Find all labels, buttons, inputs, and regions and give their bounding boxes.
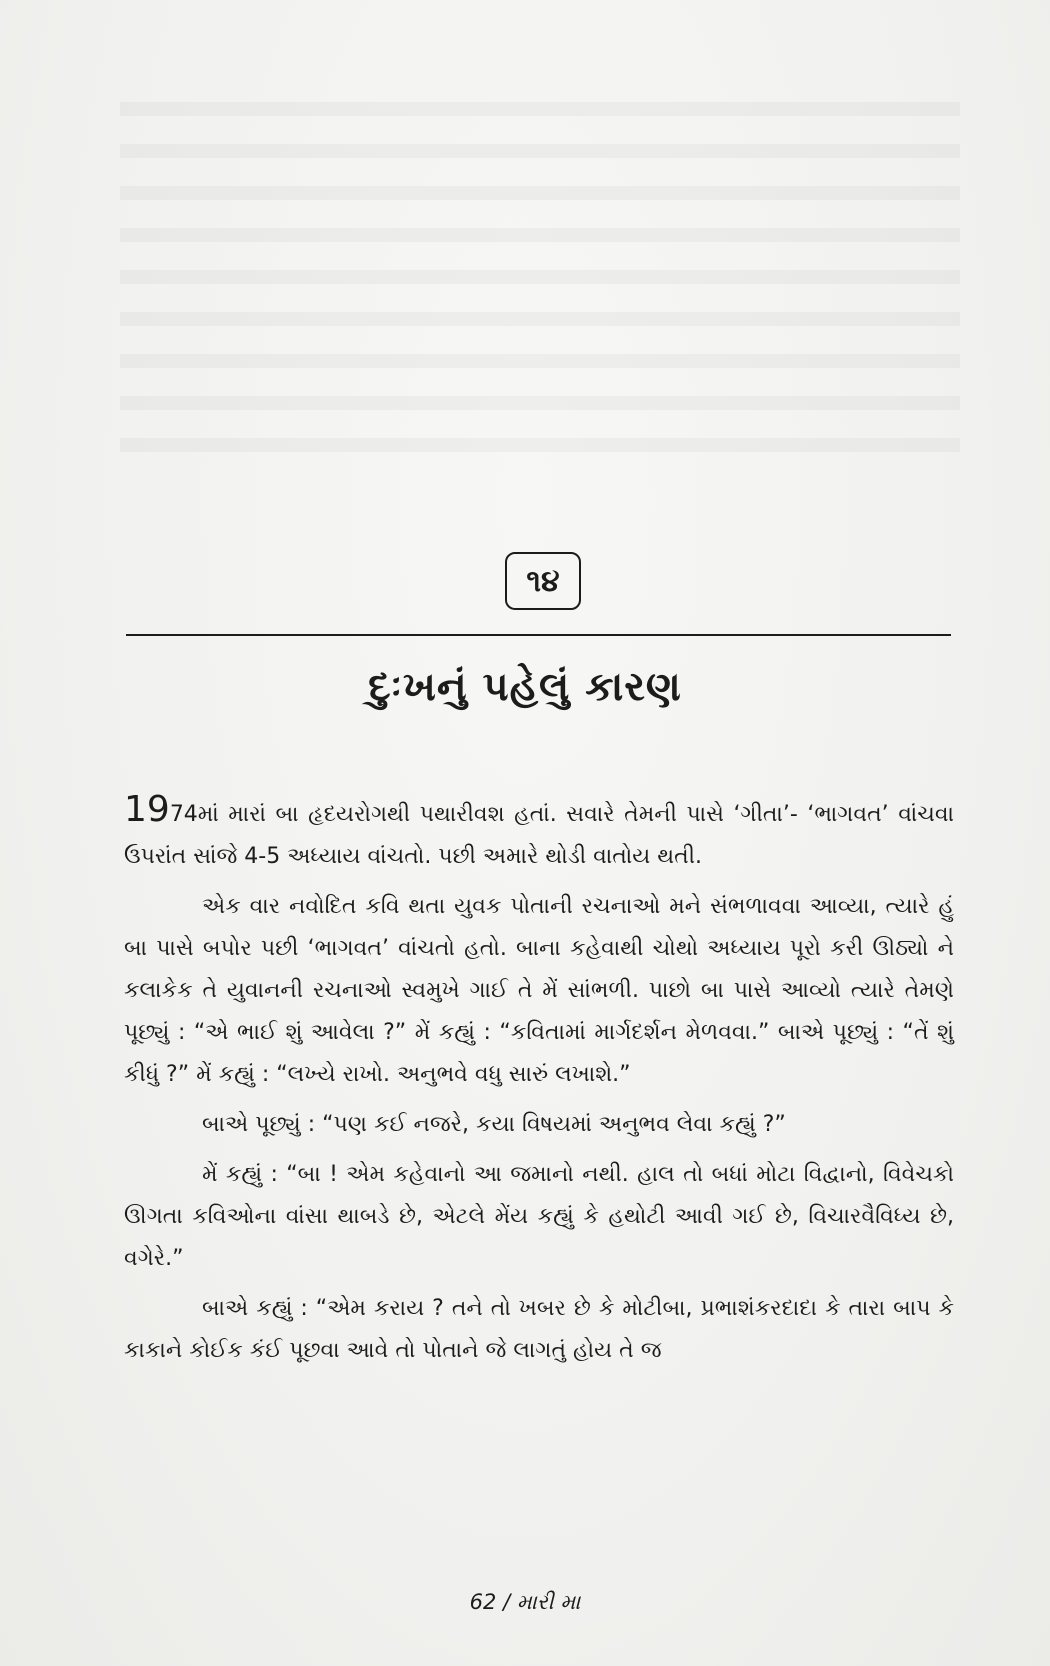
body-text: [124, 789, 954, 1380]
chapter-title: દુઃખનું પહેલું કારણ: [368, 664, 682, 710]
paragraph-3: બાએ પૂછ્યું : “પણ કઈ નજરે, કયા વિષયમાં અનુભવ લેવા કહ્યું ?”: [202, 1112, 786, 1137]
paragraph-5: બાએ કહ્યું : “એમ કરાય ? તને તો ખબર છે કે મોટીબા, પ્રભાશંકરદાદા કે તારા બાપ કે કાકાને કોઈક કંઈ પૂછવા આવે તો પોતાને જે લાગતું હોય તે જ: [124, 1296, 954, 1363]
chapter-number-box: [505, 552, 581, 610]
title-rule: [126, 634, 951, 636]
drop-number: 19: [124, 789, 170, 830]
page-footer: 62 / મારી મા: [469, 1590, 581, 1614]
paragraph-1-text: 74માં મારાં બા હૃદયરોગથી પથારીવશ હતાં. સવારે તેમની પાસે ‘ગીતા’- ‘ભાગવત’ વાંચવા ઉપરાંત સાંજે 4-5 અધ્યાય વાંચતો. પછી અમારે થોડી વાતોય થતી.: [124, 802, 954, 869]
show-through-text: [120, 80, 960, 480]
paragraph-4: મેં કહ્યું : “બા ! એમ કહેવાનો આ જમાનો નથી. હાલ તો બધાં મોટા વિદ્વાનો, વિવેચકો ઊગતા કવિઓના વાંસા થાબડે છે, એટલે મેંય કહ્યું કે હથોટી આવી ગઈ છે, વિચારવૈવિધ્ય છે, વગેરે.”: [124, 1162, 954, 1271]
paragraph-2: એક વાર નવોદિત કવિ થતા યુવક પોતાની રચનાઓ મને સંભળાવવા આવ્યા, ત્યારે હું બા પાસે બપોર પછી ‘ભાગવત’ વાંચતો હતો. બાના કહેવાથી ચોથો અધ્યાય પૂરો કરી ઊઠ્યો ને કલાકેક તે યુવાનની રચનાઓ સ્વમુખે ગાઈ તે મેં સાંભળી. પાછો બા પાસે આવ્યો ત્યારે તેમણે પૂછ્યું : “એ ભાઈ શું આવેલા ?” મેં કહ્યું : “કવિતામાં માર્ગદર્શન મેળવવા.” બાએ પૂછ્યું : “તેં શું કીધું ?” મેં કહ્યું : “લખ્યે રાખો. અનુભવે વધુ સારું લખાશે.”: [124, 894, 954, 1087]
paragraph-1: [124, 789, 954, 878]
chapter-number: ૧૪: [526, 563, 560, 599]
